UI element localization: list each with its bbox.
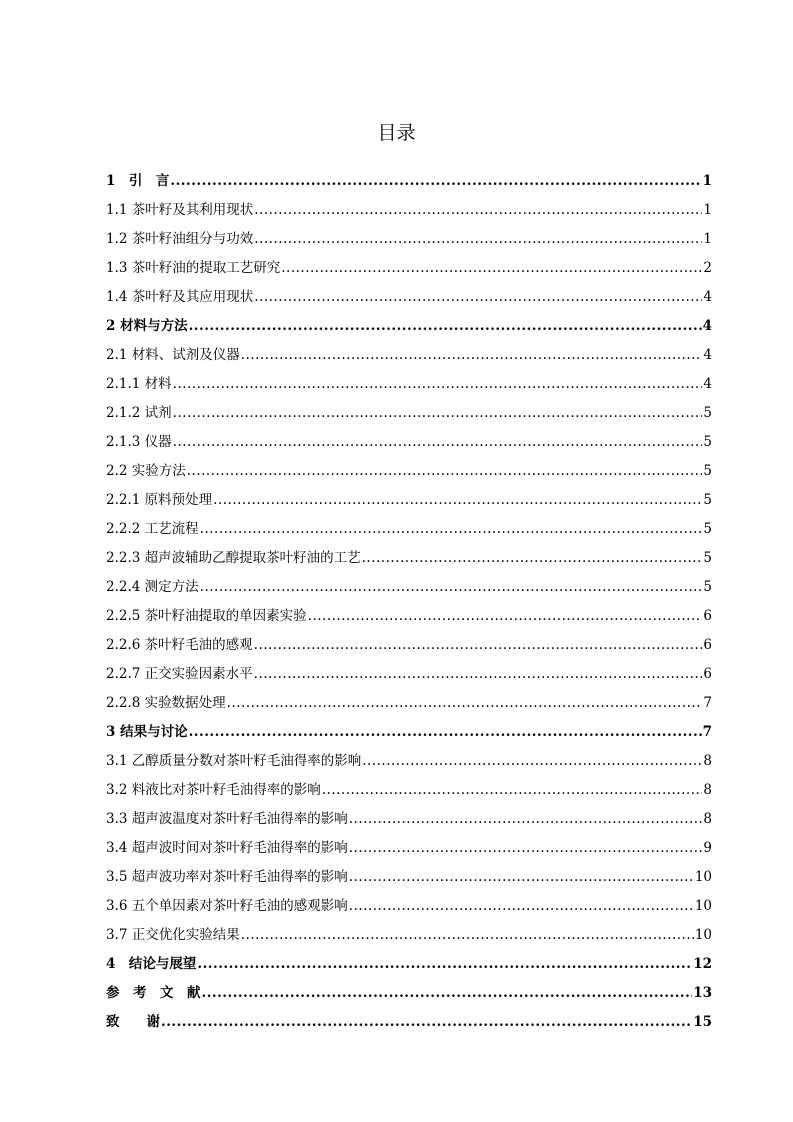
toc-entry-page: 8 bbox=[703, 782, 712, 798]
toc-entry-page: 5 bbox=[703, 434, 712, 450]
toc-entry-label: 3.3 超声波温度对茶叶籽毛油得率的影响 bbox=[106, 811, 348, 827]
toc-leader-dots bbox=[349, 811, 703, 827]
toc-leader-dots bbox=[161, 1014, 692, 1030]
toc-leader-dots bbox=[200, 521, 703, 537]
toc-leader-dots bbox=[241, 927, 694, 943]
toc-entry[interactable] bbox=[106, 256, 712, 285]
toc-entry-label: 2.2.8 实验数据处理 bbox=[106, 695, 226, 711]
toc-entry-label: 2.2.7 正交实验因素水平 bbox=[106, 666, 253, 682]
toc-entry-label: 3.2 料液比对茶叶籽毛油得率的影响 bbox=[106, 782, 321, 798]
toc-entry[interactable] bbox=[106, 865, 712, 894]
toc-entry-label: 参 考 文 献 bbox=[106, 985, 201, 1001]
toc-leader-dots bbox=[189, 318, 702, 334]
toc-entry-page: 13 bbox=[693, 985, 712, 1001]
toc-leader-dots bbox=[362, 753, 702, 769]
toc-entry[interactable] bbox=[106, 169, 712, 198]
toc-entry-page: 8 bbox=[703, 753, 712, 769]
toc-entry-page: 10 bbox=[694, 927, 712, 943]
toc-entry-page: 4 bbox=[703, 347, 712, 363]
toc-leader-dots bbox=[308, 608, 703, 624]
toc-entry[interactable] bbox=[106, 430, 712, 459]
toc-entry-label: 3.7 正交优化实验结果 bbox=[106, 927, 240, 943]
toc-entry-page: 10 bbox=[694, 898, 712, 914]
toc-entry-page: 5 bbox=[703, 492, 712, 508]
toc-entry[interactable] bbox=[106, 836, 712, 865]
toc-title: 目录 bbox=[377, 122, 416, 144]
toc-entry[interactable] bbox=[106, 546, 712, 575]
toc-leader-dots bbox=[213, 492, 702, 508]
toc-entry[interactable] bbox=[106, 691, 712, 720]
toc-entry[interactable] bbox=[106, 662, 712, 691]
toc-entry-label: 2.1 材料、试剂及仪器 bbox=[106, 347, 240, 363]
toc-entry-label: 2 材料与方法 bbox=[106, 318, 188, 334]
toc-leader-dots bbox=[349, 840, 703, 856]
toc-entry-page: 1 bbox=[703, 202, 712, 218]
toc-leader-dots bbox=[173, 434, 703, 450]
toc-entry-label: 3.5 超声波功率对茶叶籽毛油得率的影响 bbox=[106, 869, 348, 885]
toc-leader-dots bbox=[322, 782, 703, 798]
toc-leader-dots bbox=[202, 985, 693, 1001]
toc-entry[interactable] bbox=[106, 401, 712, 430]
toc-leader-dots bbox=[281, 260, 702, 276]
toc-entry[interactable] bbox=[106, 372, 712, 401]
toc-entry-page: 9 bbox=[703, 840, 712, 856]
toc-entry-page: 5 bbox=[703, 405, 712, 421]
toc-entry-page: 1 bbox=[702, 173, 712, 189]
toc-entry-label: 3.1 乙醇质量分数对茶叶籽毛油得率的影响 bbox=[106, 753, 362, 769]
toc-leader-dots bbox=[197, 956, 692, 972]
toc-entry-page: 12 bbox=[693, 956, 712, 972]
toc-entry[interactable] bbox=[106, 459, 712, 488]
toc-leader-dots bbox=[173, 405, 703, 421]
toc-entry[interactable] bbox=[106, 314, 712, 343]
toc-entry-label: 1.1 茶叶籽及其利用现状 bbox=[106, 202, 254, 218]
toc-entry-label: 3.6 五个单因素对茶叶籽毛油的感观影响 bbox=[106, 898, 348, 914]
toc-entry-page: 4 bbox=[703, 376, 712, 392]
toc-leader-dots bbox=[349, 898, 694, 914]
toc-entry[interactable] bbox=[106, 575, 712, 604]
toc-entry[interactable] bbox=[106, 952, 712, 981]
toc-entry-label: 3.4 超声波时间对茶叶籽毛油得率的影响 bbox=[106, 840, 348, 856]
toc-entry[interactable] bbox=[106, 778, 712, 807]
toc-entry-label: 2.1.1 材料 bbox=[106, 376, 172, 392]
toc-entry[interactable] bbox=[106, 343, 712, 372]
toc-entry[interactable] bbox=[106, 749, 712, 778]
toc-leader-dots bbox=[349, 869, 694, 885]
toc-entry-label: 2.2.1 原料预处理 bbox=[106, 492, 213, 508]
table-of-contents bbox=[106, 169, 712, 1039]
toc-entry-label: 1.3 茶叶籽油的提取工艺研究 bbox=[106, 260, 281, 276]
toc-entry[interactable] bbox=[106, 981, 712, 1010]
toc-entry-page: 15 bbox=[693, 1014, 712, 1030]
toc-leader-dots bbox=[254, 231, 702, 247]
toc-entry-page: 10 bbox=[694, 869, 712, 885]
toc-entry[interactable] bbox=[106, 1010, 712, 1039]
toc-entry-page: 4 bbox=[702, 318, 712, 334]
toc-entry[interactable] bbox=[106, 517, 712, 546]
toc-leader-dots bbox=[173, 376, 703, 392]
toc-entry[interactable] bbox=[106, 807, 712, 836]
toc-entry-page: 5 bbox=[703, 579, 712, 595]
toc-entry[interactable] bbox=[106, 720, 712, 749]
toc-entry[interactable] bbox=[106, 285, 712, 314]
toc-entry-label: 2.2 实验方法 bbox=[106, 463, 186, 479]
toc-entry-label: 1.2 茶叶籽油组分与功效 bbox=[106, 231, 254, 247]
toc-entry[interactable] bbox=[106, 488, 712, 517]
toc-entry[interactable] bbox=[106, 633, 712, 662]
toc-entry[interactable] bbox=[106, 923, 712, 952]
toc-leader-dots bbox=[254, 666, 703, 682]
toc-leader-dots bbox=[362, 550, 703, 566]
toc-entry-label: 2.2.4 测定方法 bbox=[106, 579, 199, 595]
toc-entry-label: 2.2.2 工艺流程 bbox=[106, 521, 199, 537]
toc-entry-page: 4 bbox=[703, 289, 712, 305]
toc-entry-label: 2.2.6 茶叶籽毛油的感观 bbox=[106, 637, 253, 653]
toc-leader-dots bbox=[200, 579, 703, 595]
toc-leader-dots bbox=[227, 695, 703, 711]
toc-entry-page: 7 bbox=[703, 695, 712, 711]
toc-entry-page: 8 bbox=[703, 811, 712, 827]
toc-leader-dots bbox=[254, 202, 702, 218]
toc-leader-dots bbox=[254, 289, 702, 305]
toc-leader-dots bbox=[254, 637, 703, 653]
toc-entry-label: 3 结果与讨论 bbox=[106, 724, 188, 740]
toc-leader-dots bbox=[170, 173, 701, 189]
toc-leader-dots bbox=[187, 463, 703, 479]
toc-entry-page: 7 bbox=[702, 724, 712, 740]
toc-entry-label: 2.1.2 试剂 bbox=[106, 405, 172, 421]
toc-entry-label: 1.4 茶叶籽及其应用现状 bbox=[106, 289, 254, 305]
toc-entry-label: 4 结论与展望 bbox=[106, 956, 197, 972]
toc-entry-label: 致 谢 bbox=[106, 1014, 160, 1030]
toc-leader-dots bbox=[241, 347, 703, 363]
toc-entry-label: 2.2.3 超声波辅助乙醇提取茶叶籽油的工艺 bbox=[106, 550, 361, 566]
toc-entry-page: 5 bbox=[703, 463, 712, 479]
toc-entry-label: 1 引 言 bbox=[106, 173, 170, 189]
toc-entry[interactable] bbox=[106, 227, 712, 256]
toc-entry-label: 2.1.3 仪器 bbox=[106, 434, 172, 450]
toc-entry-page: 2 bbox=[703, 260, 712, 276]
toc-entry-page: 1 bbox=[703, 231, 712, 247]
toc-entry[interactable] bbox=[106, 198, 712, 227]
toc-entry-page: 6 bbox=[703, 608, 712, 624]
toc-entry-page: 5 bbox=[703, 521, 712, 537]
toc-entry-page: 6 bbox=[703, 666, 712, 682]
toc-entry-label: 2.2.5 茶叶籽油提取的单因素实验 bbox=[106, 608, 307, 624]
toc-entry[interactable] bbox=[106, 894, 712, 923]
toc-leader-dots bbox=[189, 724, 702, 740]
toc-entry-page: 5 bbox=[703, 550, 712, 566]
toc-entry[interactable] bbox=[106, 604, 712, 633]
toc-entry-page: 6 bbox=[703, 637, 712, 653]
